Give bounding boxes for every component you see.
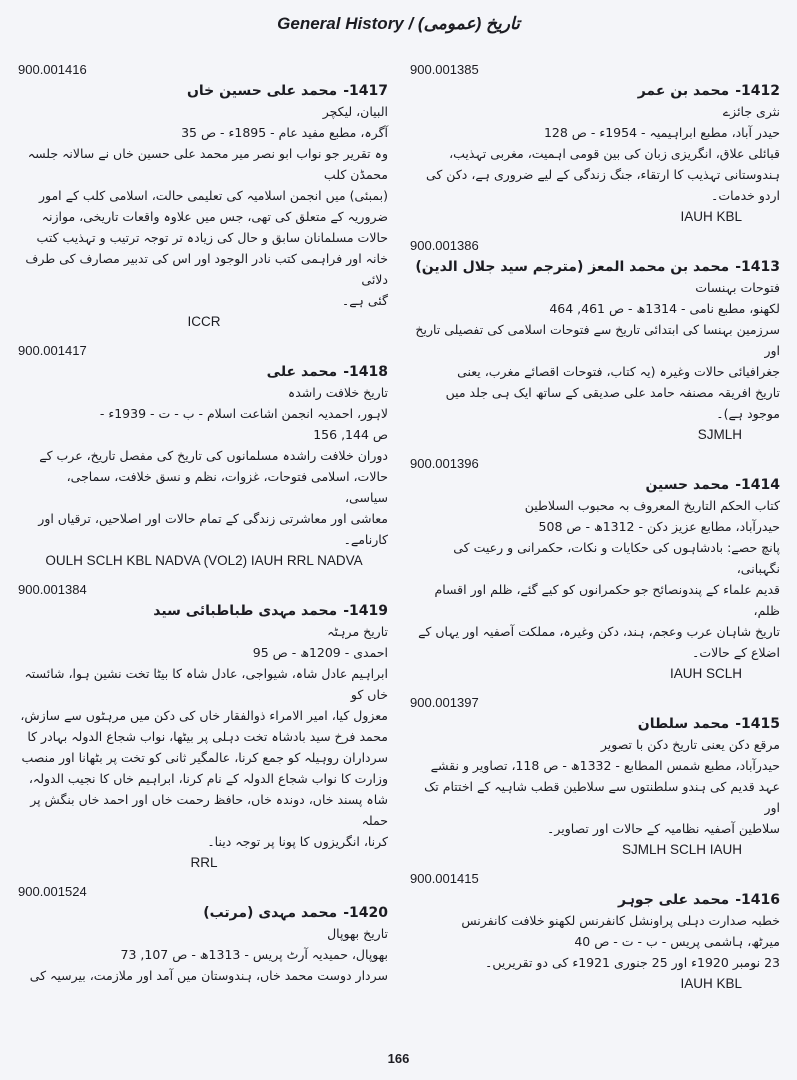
entry-text-line: لاہور، احمدیہ انجمن اشاعت اسلام - ب - ت - 1939ء - xyxy=(99,406,388,421)
entry-text-line: تاریخ خلافت راشدہ xyxy=(287,385,388,400)
page-number: 166 xyxy=(387,1051,410,1066)
entry-text-line: قبائلی علاق، انگریزی زبان کی بین قومی اہمیت، مغربی تہذیب، xyxy=(449,146,780,161)
entry-text-line: میرٹھ، ہاشمی پریس - ب - ت - ص 40 xyxy=(574,934,780,949)
entry-text-line: سردار دوست محمد خاں، ہندوستان میں آمد اور ملازمت، بیرسیہ کی xyxy=(29,968,388,983)
entry-number: 1415- xyxy=(735,716,780,732)
accession-number: 900.001397 xyxy=(410,695,479,710)
entry-text-line: ضروریہ کے متعلق کی تھی، جس میں علاوہ واقعات تاریخی، موازنہ xyxy=(41,209,388,224)
entry-text-line: مرقع دکن یعنی تاریخ دکن با تصویر xyxy=(600,737,780,752)
entry-text-line: تاریخ مرہٹہ xyxy=(327,624,388,639)
entry-author: محمد بن عمر xyxy=(637,83,730,99)
entry-text-line: دوران خلافت راشدہ مسلمانوں کی تاریخ کی مفصل تاریخ، عرب کے xyxy=(39,448,388,463)
accession-number: 900.001415 xyxy=(410,871,479,886)
entry-heading xyxy=(18,905,388,921)
entry-text-line: کتاب الحکم التاریخ المعروف بہ محبوب السلاطین xyxy=(524,498,780,513)
entry-text-line: عہد قدیم کی ہندو سلطنتوں سے سلاطین قطب شاہیہ کے اختتام تک اور xyxy=(424,779,780,815)
entry-text-line: جغرافیائی حالات وغیرہ (یہ کتاب، فتوحات اقصائے مغرب، یعنی xyxy=(457,364,780,379)
entry-text-line: آگرہ، مطبع مفید عام - 1895ء - ص 35 xyxy=(181,125,388,140)
entry-number: 1420- xyxy=(343,905,388,921)
entry-text-line: قدیم علماء کے پندونصائح جو حکمرانوں کو کیے گئے، ظلم اور اقسام ظلم، xyxy=(434,582,780,618)
entry-text-line: تاریخ بھوپال xyxy=(327,926,388,941)
catalog-entry xyxy=(18,343,390,568)
entry-text-line: احمدی - 1209ھ - ص 95 xyxy=(252,645,388,660)
entry-author: محمد علی حسین خاں xyxy=(186,83,338,99)
catalog-entry xyxy=(18,884,390,986)
entry-text-line: اردو خدمات۔ xyxy=(711,188,780,203)
entry-heading xyxy=(18,83,388,99)
entry-number: 1418- xyxy=(343,364,388,380)
entry-author: محمد بن محمد المعز (مترجم سید جلال الدین) xyxy=(415,259,730,275)
entry-author: محمد علی جوہر xyxy=(618,892,730,908)
left-column xyxy=(18,62,390,1000)
entry-text-line: حیدرآباد، مطابع عزیز دکن - 1312ھ - ص 508 xyxy=(538,519,780,534)
entry-text-line: ہندوستانی تہذیب کا ارتقاء، جنگ زندگی کے لیے ضروری ہے، دکن کی xyxy=(425,167,780,182)
entry-text-line: تاریخ شاہان عرب وعجم، ہند، دکن وغیرہ، مملکت آصفیہ اور یہاں کے xyxy=(418,624,780,639)
accession-number: 900.001524 xyxy=(18,884,87,899)
entry-text-line: حالات، اسلامی فتوحات، غزوات، نظم و نسق خلافت، سماجی، سیاسی، xyxy=(66,469,388,505)
entry-text-line: شاہ پسند خاں، دوندہ خاں، حافظ رحمت خاں اور احمد خاں بنگش پر حملہ xyxy=(30,792,388,828)
entry-heading xyxy=(410,83,780,99)
entry-text-line: معزول کیا، امیر الامراء ذوالفقار خاں کی دکن میں مرہٹوں سے سازش، xyxy=(20,708,388,723)
catalog-entry xyxy=(18,582,390,870)
entry-text-line: پانچ حصے: بادشاہوں کی حکایات و نکات، حکمرانی و رعیت کی نگہبانی، xyxy=(453,540,780,576)
entry-text-line: وزارت کا نواب شجاع الدولہ کے نام کرنا، ابراہیم خاں کا نجیب الدولہ، xyxy=(28,771,388,786)
entry-text-line: لکھنو، مطبع نامی - 1314ھ - ص 461, 464 xyxy=(549,301,780,316)
entry-text-line: موجود ہے)۔ xyxy=(716,406,780,421)
accession-number: 900.001385 xyxy=(410,62,479,77)
entry-text-line: کرنا، انگریزوں کا پونا پر توجہ دینا۔ xyxy=(207,834,388,849)
catalog-entry xyxy=(410,695,782,857)
entry-text-line: وہ تقریر جو نواب ابو نصر میر محمد علی حسین خاں نے سالانہ جلسہ محمڈن کلب xyxy=(27,146,388,182)
library-codes: IAUH KBL xyxy=(680,976,742,991)
entry-text-line: محمد فرخ سید بادشاہ تخت دہلی پر بیٹھا، نواب شجاع الدولہ بہادر کا xyxy=(27,729,388,744)
accession-number: 900.001417 xyxy=(18,343,87,358)
entry-number: 1412- xyxy=(735,83,780,99)
entry-heading xyxy=(410,259,780,275)
entry-number: 1419- xyxy=(343,603,388,619)
entry-text-line: ص 144, 156 xyxy=(313,427,388,442)
catalog-entry xyxy=(410,238,782,442)
entry-text-line: فتوحات بہنسات xyxy=(695,280,780,295)
library-codes: RRL xyxy=(190,855,218,870)
entry-text-line: سلاطین آصفیہ نظامیہ کے حالات اور تصاویر۔ xyxy=(547,821,780,836)
catalog-entry xyxy=(410,871,782,991)
accession-number: 900.001384 xyxy=(18,582,87,597)
entry-text-line: البیان، لیکچر xyxy=(322,104,388,119)
library-codes: SJMLH xyxy=(697,427,742,442)
catalog-entry xyxy=(410,456,782,681)
entry-text-line: گئی ہے۔ xyxy=(341,293,388,308)
accession-number: 900.001396 xyxy=(410,456,479,471)
entry-heading xyxy=(410,716,780,732)
entry-text-line: بھوپال، حمیدیہ آرٹ پریس - 1313ھ - ص 107, 73 xyxy=(120,947,388,962)
library-codes: SJMLH SCLH IAUH xyxy=(621,842,742,857)
library-codes: IAUH SCLH xyxy=(669,666,742,681)
entry-heading xyxy=(410,477,780,493)
library-codes: IAUH KBL xyxy=(680,209,742,224)
entry-text-line: حیدرآباد، مطبع شمس المطابع - 1332ھ - ص 118، تصاویر و نقشے xyxy=(430,758,780,773)
library-codes: ICCR xyxy=(187,314,221,329)
accession-number: 900.001386 xyxy=(410,238,479,253)
entry-text-line: اضلاع کے حالات۔ xyxy=(692,645,780,660)
entry-heading xyxy=(18,603,388,619)
entry-text-line: سرداران روہیلہ کو جمع کرنا، عالمگیر ثانی کو تخت پر بٹھانا اور منصب xyxy=(21,750,388,765)
entry-text-line: حیدر آباد، مطبع ابراہیمیہ - 1954ء - ص 128 xyxy=(543,125,780,140)
entry-text-line: خانہ اور فراہمی کتب نادر الوجود اور اس کی تدبیر مصارف کی طرف دلائی xyxy=(25,251,388,287)
entry-heading xyxy=(18,364,388,380)
entry-author: محمد سلطان xyxy=(637,716,730,732)
accession-number: 900.001416 xyxy=(18,62,87,77)
entry-number: 1413- xyxy=(735,259,780,275)
right-column xyxy=(410,62,782,1005)
entry-text-line: سرزمین بہنسا کی ابتدائی تاریخ سے فتوحات اسلامی کی تفصیلی تاریخ اور xyxy=(415,322,780,358)
entry-number: 1414- xyxy=(735,477,780,493)
catalog-entry xyxy=(410,62,782,224)
entry-author: محمد حسین xyxy=(645,477,730,493)
entry-text-line: معاشی اور معاشرتی زندگی کے تمام حالات اور اصلاحیں، ترقیاں اور xyxy=(38,511,388,526)
entry-heading xyxy=(410,892,780,908)
entry-text-line: خطبہ صدارت دہلی پراونشل کانفرنس لکھنو خلافت کانفرنس xyxy=(461,913,780,928)
entry-text-line: کارنامے۔ xyxy=(343,532,388,547)
entry-text-line: تاریخ افریقہ مصنفہ حامد علی صدیقی کے ساتھ ایک ہی جلد میں xyxy=(445,385,780,400)
entry-number: 1417- xyxy=(343,83,388,99)
entry-text-line: 23 نومبر 1920ء اور 25 جنوری 1921ء کی دو تقریریں۔ xyxy=(485,955,780,970)
entry-author: محمد مہدی (مرتب) xyxy=(203,905,338,921)
entry-author: محمد علی xyxy=(266,364,338,380)
entry-number: 1416- xyxy=(735,892,780,908)
entry-text-line: حالات مسلمانان سابق و حال کی زیادہ تر توجہ ترتیب و تہذیب کتب xyxy=(36,230,388,245)
entry-text-line: (بمبئی) میں انجمن اسلامیہ کی تعلیمی حالت، اسلامی کلب کے امور xyxy=(38,188,388,203)
entry-text-line: ابراہیم عادل شاہ، شیواجی، عادل شاہ کا بیٹا تخت نشین ہوا، شائستہ خاں کو xyxy=(24,666,388,702)
library-codes: OULH SCLH KBL NADVA (VOL2) IAUH RRL NADVA xyxy=(45,553,363,568)
catalog-entry xyxy=(18,62,390,329)
page-header: General History / (عمومی) تاریخ xyxy=(277,14,520,33)
entry-author: محمد مہدی طباطبائی سید xyxy=(153,603,338,619)
entry-text-line: نثری جائزے xyxy=(722,104,780,119)
